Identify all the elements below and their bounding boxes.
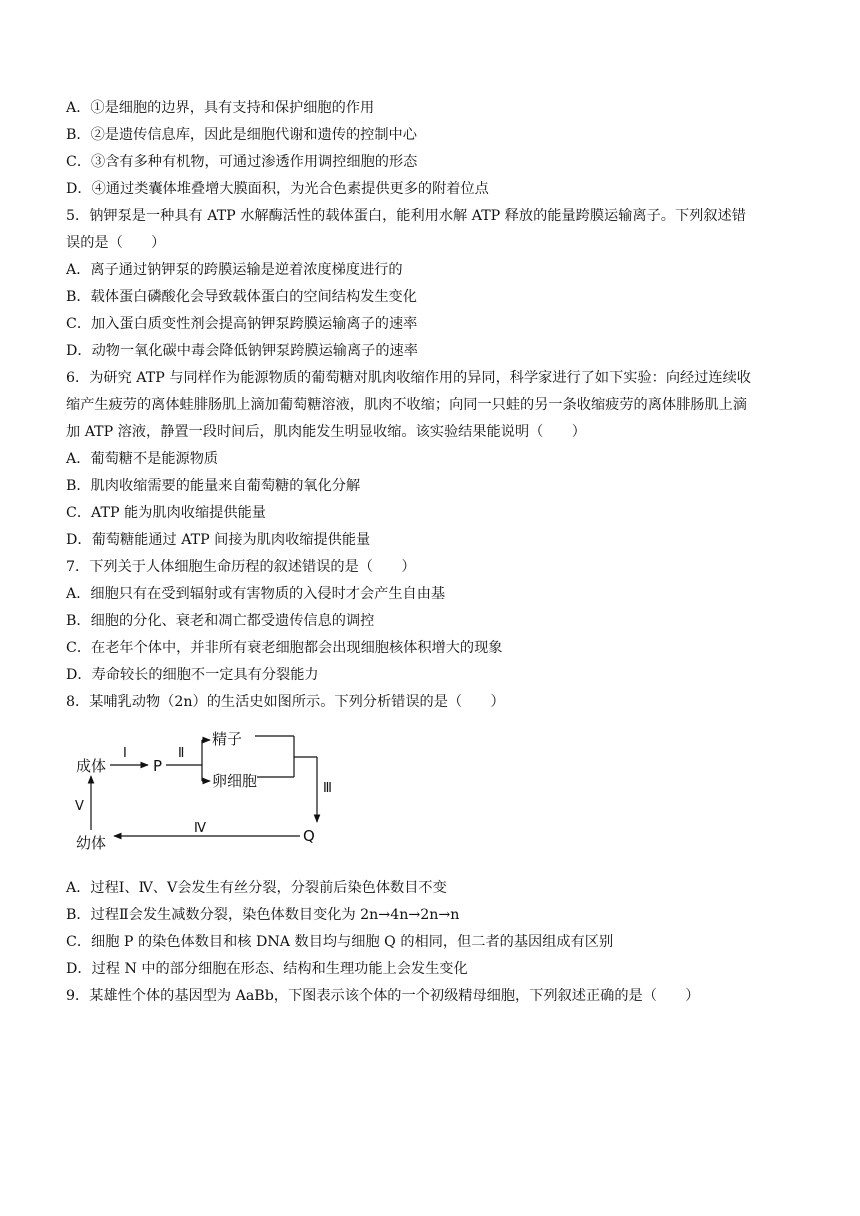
option-line: C．细胞 P 的染色体数目和核 DNA 数目均与细胞 Q 的相同，但二者的基因组成有区别 — [66, 934, 614, 950]
option-line: B．肌肉收缩需要的能量来自葡萄糖的氧化分解 — [66, 478, 361, 494]
label-p: P — [153, 757, 163, 775]
option-line: B．②是遗传信息库，因此是细胞代谢和遗传的控制中心 — [66, 127, 417, 143]
option-line: C．加入蛋白质变性剂会提高钠钾泵跨膜运输离子的速率 — [66, 316, 418, 332]
label-step-2: Ⅱ — [178, 746, 185, 761]
question-stem: 加 ATP 溶液，静置一段时间后，肌肉能发生明显收缩。该实验结果能说明（ ） — [66, 424, 586, 440]
option-line: D．④通过类囊体堆叠增大膜面积，为光合色素提供更多的附着位点 — [66, 181, 489, 197]
option-line: C．在老年个体中，并非所有衰老细胞都会出现细胞核体积增大的现象 — [66, 640, 503, 656]
label-q: Q — [303, 827, 315, 845]
label-step-5: Ⅴ — [75, 799, 84, 814]
option-line: C．③含有多种有机物，可通过渗透作用调控细胞的形态 — [66, 154, 418, 170]
option-line: A．葡萄糖不是能源物质 — [66, 451, 219, 467]
option-line: A．①是细胞的边界，具有支持和保护细胞的作用 — [66, 100, 375, 116]
label-juvenile: 幼体 — [76, 834, 107, 852]
option-line: A．细胞只有在受到辐射或有害物质的入侵时才会产生自由基 — [66, 586, 446, 602]
question-stem: 6．为研究 ATP 与同样作为能源物质的葡萄糖对肌肉收缩作用的异同，科学家进行了如下实验：向经过连续收 — [66, 370, 751, 386]
label-adult: 成体 — [76, 757, 107, 775]
question-stem: 9．某雄性个体的基因型为 AaBb，下图表示该个体的一个初级精母细胞，下列叙述正确的是（ ） — [66, 988, 700, 1004]
option-line: D．过程 N 中的部分细胞在形态、结构和生理功能上会发生变化 — [66, 961, 468, 977]
life-cycle-diagram — [70, 730, 350, 862]
option-line: A．离子通过钠钾泵的跨膜运输是逆着浓度梯度进行的 — [66, 262, 403, 278]
question-stem: 8．某哺乳动物（2n）的生活史如图所示。下列分析错误的是（ ） — [66, 694, 505, 710]
option-line: B．细胞的分化、衰老和凋亡都受遗传信息的调控 — [66, 613, 375, 629]
option-line: D．葡萄糖能通过 ATP 间接为肌肉收缩提供能量 — [66, 532, 371, 548]
question-stem: 7．下列关于人体细胞生命历程的叙述错误的是（ ） — [66, 559, 416, 575]
option-line: A．过程Ⅰ、Ⅳ、Ⅴ会发生有丝分裂，分裂前后染色体数目不变 — [66, 880, 447, 896]
option-line: C．ATP 能为肌肉收缩提供能量 — [66, 505, 266, 521]
label-sperm: 精子 — [212, 730, 243, 748]
option-line: D．寿命较长的细胞不一定具有分裂能力 — [66, 667, 319, 683]
option-line: D．动物一氧化碳中毒会降低钠钾泵跨膜运输离子的速率 — [66, 343, 418, 359]
label-step-1: Ⅰ — [123, 746, 127, 761]
label-egg: 卵细胞 — [212, 772, 258, 790]
label-step-4: Ⅳ — [194, 821, 206, 836]
option-line: B．载体蛋白磷酸化会导致载体蛋白的空间结构发生变化 — [66, 289, 417, 305]
question-stem: 缩产生疲劳的离体蛙腓肠肌上滴加葡萄糖溶液，肌肉不收缩；向同一只蛙的另一条收缩疲劳的离体腓肠肌上滴 — [66, 397, 748, 413]
label-step-3: Ⅲ — [323, 781, 332, 796]
question-stem: 5．钠钾泵是一种具有 ATP 水解酶活性的载体蛋白，能利用水解 ATP 释放的能量跨膜运输离子。下列叙述错 — [66, 208, 746, 224]
question-stem: 误的是（ ） — [66, 235, 166, 251]
option-line: B．过程Ⅱ会发生减数分裂，染色体数目变化为 2n→4n→2n→n — [66, 907, 460, 923]
